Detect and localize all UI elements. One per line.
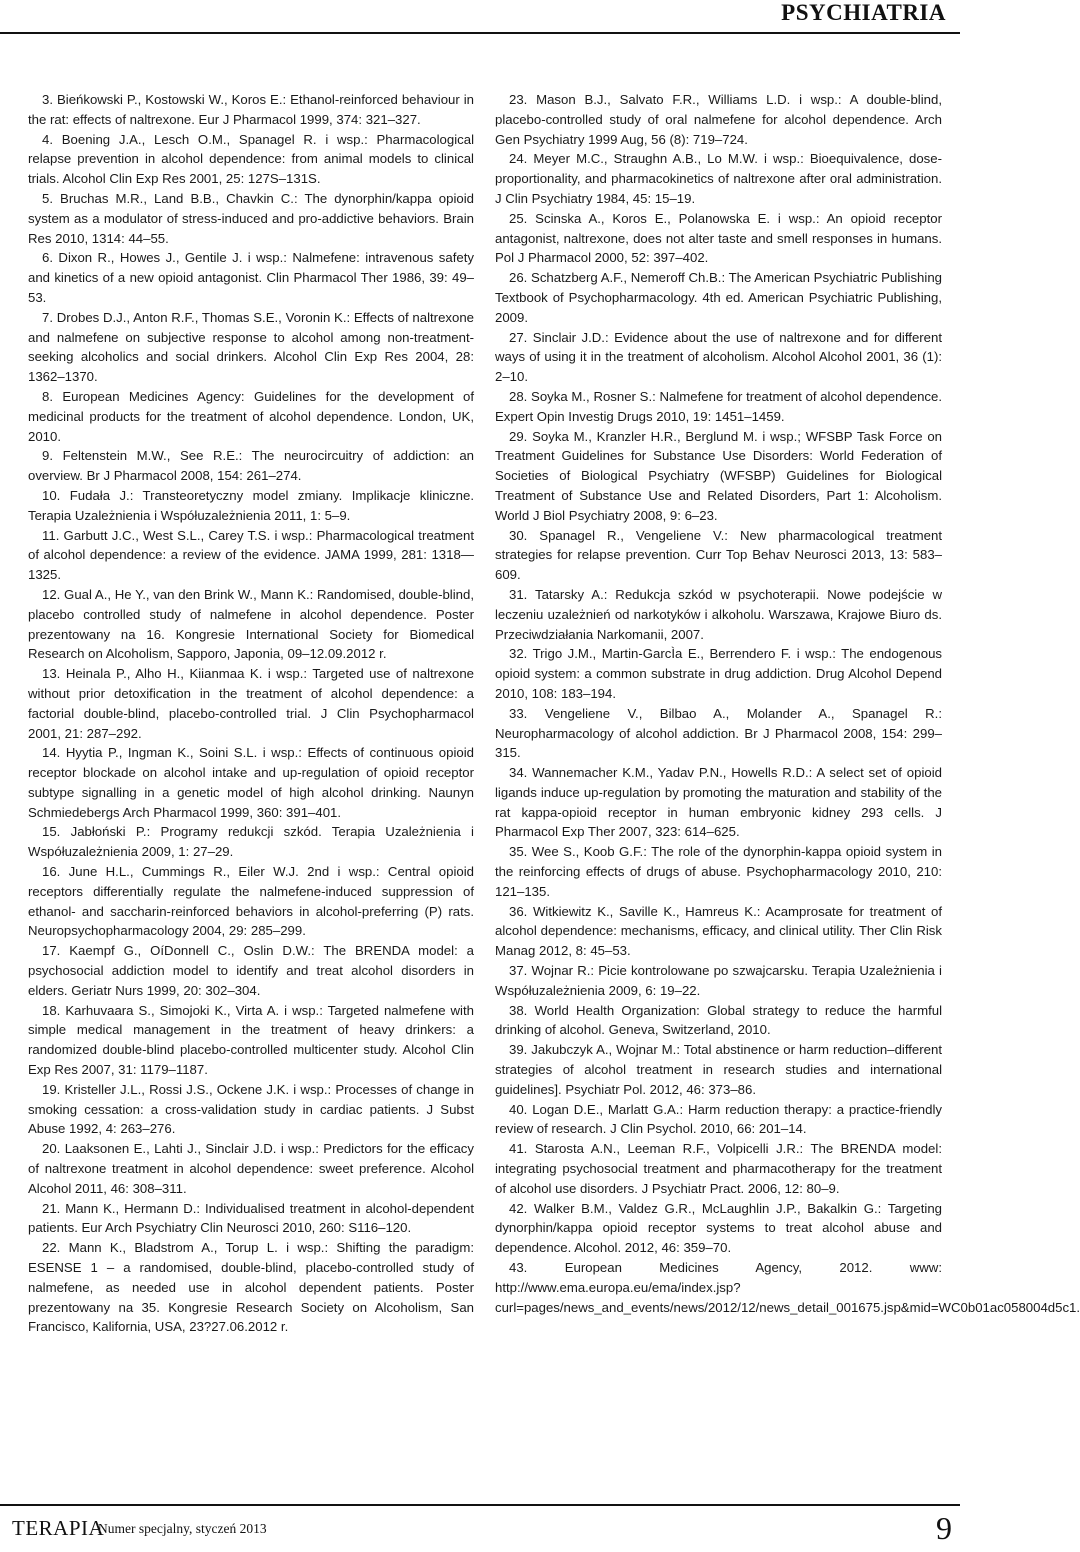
reference-item: 23. Mason B.J., Salvato F.R., Williams L.D. i wsp.: A double-blind, placebo-controlled study of oral nalmefene for alcohol dependence. Arch Gen Psychiatry 1999 Aug, 56 (8): 719–724. (495, 92, 942, 147)
reference-item: 9. Feltenstein M.W., See R.E.: The neurocircuitry of addiction: an overview. Br J Pharmacol 2008, 154: 261–274. (28, 448, 474, 484)
references-column-right (495, 90, 1080, 1317)
reference-item: 7. Drobes D.J., Anton R.F., Thomas S.E., Voronin K.: Effects of naltrexone and nalmefene on subjective response to alcohol among non-treatment-seeking alcoholics and social drinkers. Alcohol Clin Exp Res 2004, 28: 1362–1370. (28, 309, 474, 385)
reference-item: 14. Hyytia P., Ingman K., Soini S.L. i wsp.: Effects of continuous opioid receptor blockade on alcohol intake and up-regulation of opioid receptor subtype signalling in a genetic model of high alcohol drinking. Naunyn Schmiedebergs Arch Pharmacol 1999, 360: 391–401. (28, 745, 474, 820)
reference-item: 29. Soyka M., Kranzler H.R., Berglund M. i wsp.; WFSBP Task Force on Treatment Guidelines for Substance Use Disorders: World Federation of Societies of Biological Psychiatry (WFSBP) Guidelines for Biological Treatment of Substance Use and Related Disorders, Part 1: Alcoholism. World J Biol Psychiatry 2008, 9: 6–23. (495, 428, 942, 523)
reference-item: 24. Meyer M.C., Straughn A.B., Lo M.W. i wsp.: Bioequivalence, dose-proportionality, and pharmacokinetics of naltrexone after oral administration. J Clin Psychiatry 1984, 45: 15–19. (495, 151, 942, 206)
reference-item: 37. Wojnar R.: Picie kontrolowane po szwajcarsku. Terapia Uzależnienia i Współuzależnienia 2009, 6: 19–22. (495, 963, 942, 998)
issue-note: Numer specjalny, styczeń 2013 (98, 1521, 267, 1536)
reference-item: 35. Wee S., Koob G.F.: The role of the dynorphin-kappa opioid system in the reinforcing effects of drugs of abuse. Psychopharmacology 2010, 210: 121–135. (495, 844, 942, 899)
reference-item: 3. Bieńkowski P., Kostowski W., Koros E.: Ethanol-reinforced behaviour in the rat: effects of naltrexone. Eur J Pharmacol 1999, 374: 321–327. (28, 92, 474, 127)
reference-item: 10. Fudała J.: Transteoretyczny model zmiany. Implikacje kliniczne. Terapia Uzależnienia i Współuzależnienia 2011, 1: 5–9. (28, 487, 474, 523)
reference-item: 28. Soyka M., Rosner S.: Nalmefene for treatment of alcohol dependence. Expert Opin Investig Drugs 2010, 19: 1451–1459. (495, 388, 942, 424)
reference-item: 13. Heinala P., Alho H., Kiianmaa K. i wsp.: Targeted use of naltrexone without prior detoxification in the treatment of alcohol dependence: a factorial double-blind, placebo-controlled trial. J Clin Psychopharmacol 2001, 21: 287–292. (28, 666, 474, 741)
header-rule (0, 32, 960, 34)
reference-item: 5. Bruchas M.R., Land B.B., Chavkin C.: The dynorphin/kappa opioid system as a modulator of stress-induced and pro-addictive behaviors. Brain Res 2010, 1314: 44–55. (28, 190, 474, 246)
reference-item: 39. Jakubczyk A., Wojnar M.: Total abstinence or harm reduction–different strategies of alcohol treatment in research studies and international guidelines]. Psychiatr Pol. 2012, 46: 373–86. (495, 1042, 942, 1097)
reference-item: 16. June H.L., Cummings R., Eiler W.J. 2nd i wsp.: Central opioid receptors differentially regulate the nalmefene-induced suppression of ethanol- and saccharin-reinforced behaviors in alcohol-preferring (P) rats. Neuropsychopharmacology 2004, 29: 285–299. (28, 864, 474, 939)
reference-item: 15. Jabłoński P.: Programy redukcji szkód. Terapia Uzależnienia i Współuzależnienia 2009, 1: 27–29. (28, 824, 474, 860)
reference-item: 42. Walker B.M., Valdez G.R., McLaughlin J.P., Bakalkin G.: Targeting dynorphin/kappa opioid receptor systems to treat alcohol abuse and dependence. Alcohol. 2012, 46: 359–70. (495, 1200, 942, 1256)
reference-item: 22. Mann K., Bladstrom A., Torup L. i wsp.: Shifting the paradigm: ESENSE 1 – a randomised, double-blind, placebo-controlled study of nalmefene, as needed use in alcohol dependent patients. Poster prezentowany na 35. Kongresie Research Society on Alcoholism, San Francisco, Kalifornia, USA, 23?27.06.2012 r. (28, 1240, 474, 1335)
reference-item: 41. Starosta A.N., Leeman R.F., Volpicelli J.R.: The BRENDA model: integrating psychosocial treatment and pharmacotherapy for the treatment of alcohol use disorders. J Psychiatr Pract. 2006, 12: 80–9. (495, 1141, 942, 1196)
reference-item: 43. European Medicines Agency, 2012. www: http://www.ema.europa.eu/ema/index.jsp?curl=pages/news_and_events/news/2012/12/news_detail_001675.jsp&mid=WC0b01ac058004d5c1. (495, 1260, 1080, 1315)
page-number: 9 (936, 1510, 952, 1546)
reference-item: 8. European Medicines Agency: Guidelines for the development of medicinal products for the treatment of alcohol dependence. London, UK, 2010. (28, 388, 474, 444)
journal-name: TERAPIA (12, 1516, 105, 1540)
reference-item: 38. World Health Organization: Global strategy to reduce the harmful drinking of alcohol. Geneva, Switzerland, 2010. (495, 1002, 942, 1038)
reference-item: 4. Boening J.A., Lesch O.M., Spanagel R. i wsp.: Pharmacological relapse prevention in alcohol dependence: from animal models to clinical trials. Alcohol Clin Exp Res 2001, 25: 127S–131S. (28, 131, 474, 187)
reference-item: 33. Vengeliene V., Bilbao A., Molander A., Spanagel R.: Neuropharmacology of alcohol addiction. Br J Pharmacol 2008, 154: 299–315. (495, 705, 942, 761)
page-footer (0, 1504, 960, 1552)
reference-item: 40. Logan D.E., Marlatt G.A.: Harm reduction therapy: a practice-friendly review of research. J Clin Psychol. 2010, 66: 201–14. (495, 1101, 942, 1137)
references-column-left (28, 90, 474, 1337)
reference-item: 27. Sinclair J.D.: Evidence about the use of naltrexone and for different ways of using it in the treatment of alcoholism. Alcohol Alcohol 2001, 36 (1): 2–10. (495, 329, 942, 385)
reference-item: 26. Schatzberg A.F., Nemeroff Ch.B.: The American Psychiatric Publishing Textbook of Psychopharmacology. 4th ed. American Psychiatric Publishing, 2009. (495, 270, 942, 325)
reference-item: 31. Tatarsky A.: Redukcja szkód w psychoterapii. Nowe podejście w leczeniu uzależnień od narkotyków i alkoholu. Warszawa, Krajowe Biuro ds. Przeciwdziałania Narkomanii, 2007. (495, 586, 942, 642)
reference-item: 25. Scinska A., Koros E., Polanowska E. i wsp.: An opioid receptor antagonist, naltrexone, does not alter taste and smell responses in humans. Pol J Pharmacol 2000, 52: 397–402. (495, 210, 942, 266)
reference-item: 20. Laaksonen E., Lahti J., Sinclair J.D. i wsp.: Predictors for the efficacy of naltrexone treatment in alcohol dependence: sweet preference. Alcohol Alcohol 2011, 46: 308–311. (28, 1141, 474, 1196)
reference-item: 21. Mann K., Hermann D.: Individualised treatment in alcohol-dependent patients. Eur Arch Psychiatry Clin Neurosci 2010, 260: S116–120. (28, 1200, 474, 1236)
reference-item: 6. Dixon R., Howes J., Gentile J. i wsp.: Nalmefene: intravenous safety and kinetics of a new opioid antagonist. Clin Pharmacol Ther 1986, 39: 49–53. (28, 250, 474, 305)
reference-item: 36. Witkiewitz K., Saville K., Hamreus K.: Acamprosate for treatment of alcohol dependence: mechanisms, efficacy, and clinical utility. Ther Clin Risk Manag 2012, 8: 45–53. (495, 903, 942, 959)
reference-item: 12. Gual A., He Y., van den Brink W., Mann K.: Randomised, double-blind, placebo controlled study of nalmefene in alcohol dependence. Poster prezentowany na 16. Kongresie International Society for Biomedical Research on Alcoholism, Sapporo, Japonia, 09–12.09.2012 r. (28, 586, 474, 662)
reference-item: 34. Wannemacher K.M., Yadav P.N., Howells R.D.: A select set of opioid ligands induce up-regulation by promoting the maturation and stability of the rat kappa-opioid receptor in human embryonic kidney 293 cells. J Pharmacol Exp Ther 2007, 323: 614–625. (495, 765, 942, 840)
reference-item: 18. Karhuvaara S., Simojoki K., Virta A. i wsp.: Targeted nalmefene with simple medical management in the treatment of heavy drinkers: a randomized double-blind placebo-controlled multicenter study. Alcohol Clin Exp Res 2007, 31: 1179–1187. (28, 1002, 474, 1078)
reference-item: 32. Trigo J.M., Martin-GarcÌa E., Berrendero F. i wsp.: The endogenous opioid system: a common substrate in drug addiction. Drug Alcohol Depend 2010, 108: 183–194. (495, 646, 942, 701)
reference-item: 19. Kristeller J.L., Rossi J.S., Ockene J.K. i wsp.: Processes of change in smoking cessation: a cross-validation study in cardiac patients. J Subst Abuse 1992, 4: 263–276. (28, 1081, 474, 1137)
page-header (0, 0, 960, 34)
footer-rule (0, 1504, 960, 1506)
reference-item: 11. Garbutt J.C., West S.L., Carey T.S. i wsp.: Pharmacological treatment of alcohol dependence: a review of the evidence. JAMA 1999, 281: 1318—1325. (28, 527, 474, 583)
section-title: PSYCHIATRIA (781, 0, 946, 25)
reference-item: 30. Spanagel R., Vengeliene V.: New pharmacological treatment strategies for relapse prevention. Curr Top Behav Neurosci 2013, 13: 583–609. (495, 527, 942, 583)
reference-item: 17. Kaempf G., OíDonnell C., Oslin D.W.: The BRENDA model: a psychosocial addiction model to identify and treat alcohol disorders in elders. Geriatr Nurs 1999, 20: 302–304. (28, 943, 474, 998)
